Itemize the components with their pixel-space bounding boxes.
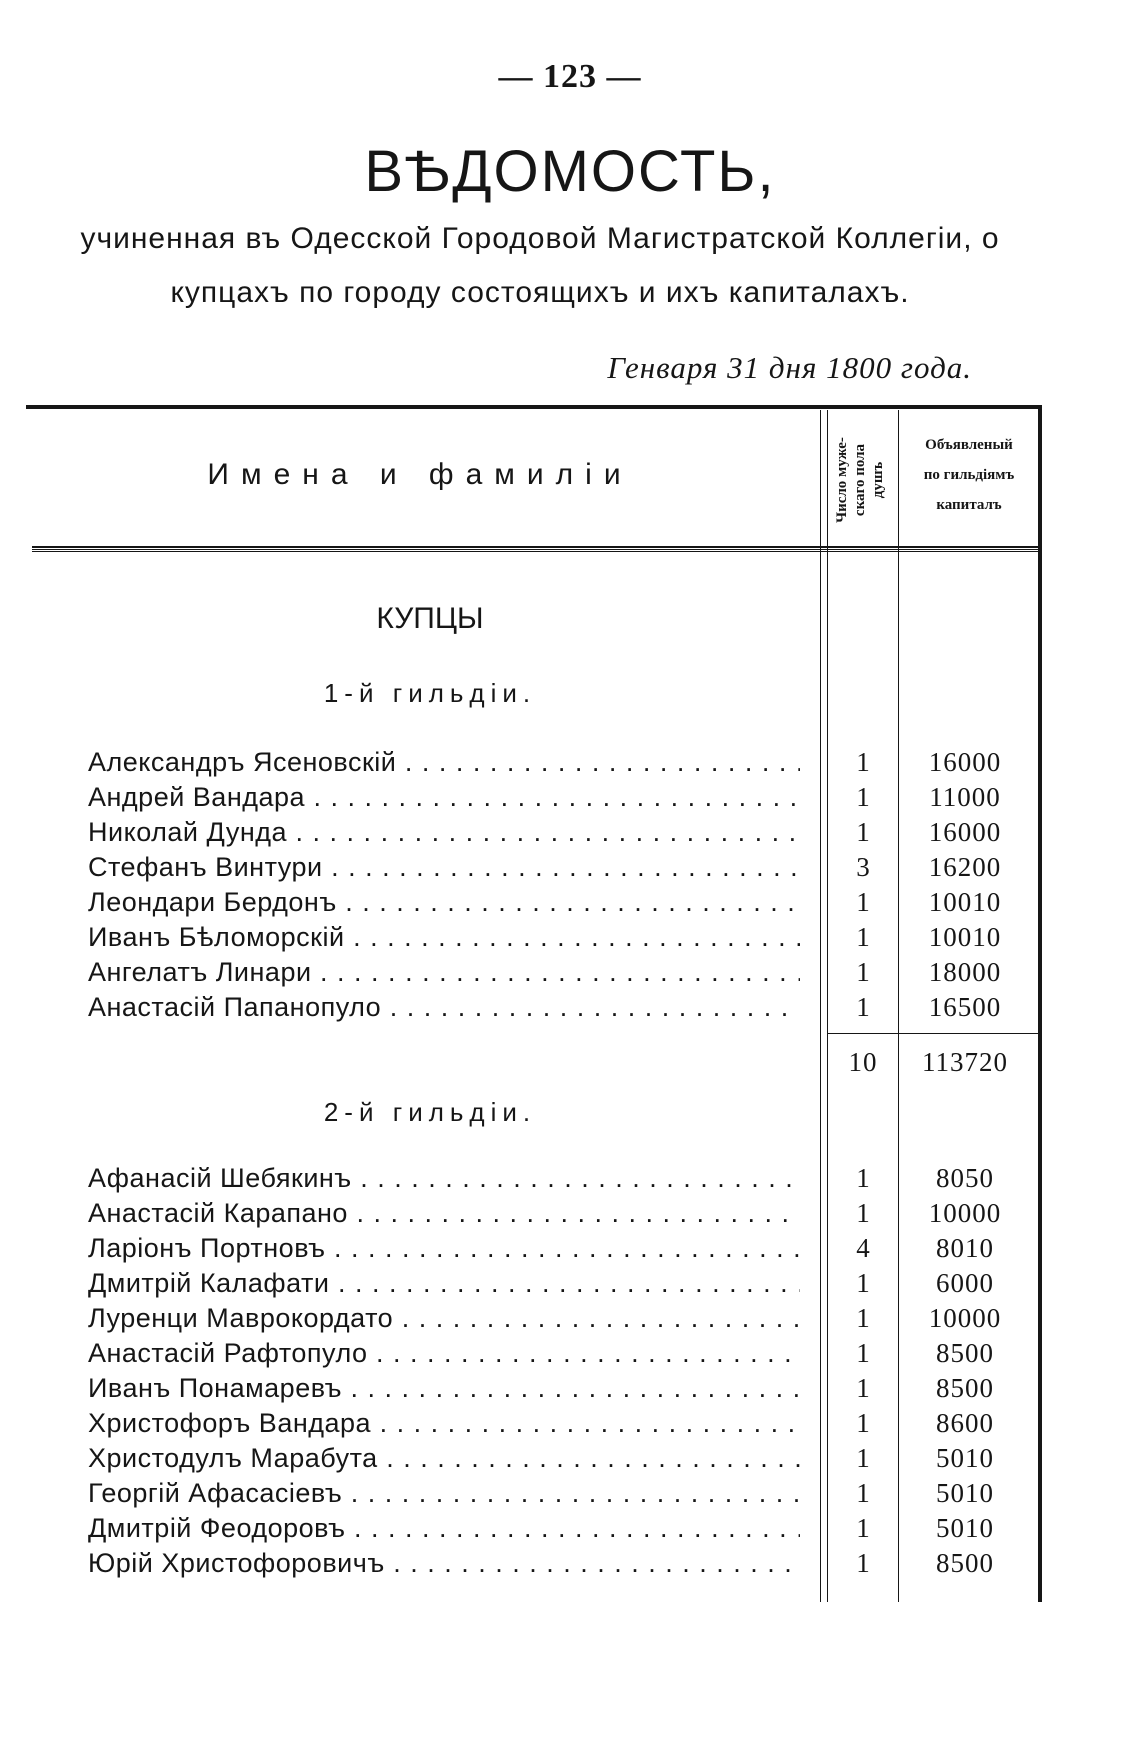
table-row [0,1478,1140,1513]
merchant-name: Ларіонъ Портновъ . . . [88,1233,800,1264]
merchant-name: Афанасій Шебякинъ . . . [88,1163,800,1194]
merchant-name: Христофоръ Вандара . . . [88,1408,800,1439]
merchant-name: Юрій Христофоровичъ . . . [88,1548,800,1579]
table-row [0,817,1140,852]
table-row [0,1443,1140,1478]
capital-amount: 8050 [936,1163,994,1193]
table-row [0,922,1140,957]
souls-count: 1 [856,747,870,777]
souls-count: 1 [856,922,870,952]
merchant-name: Дмитрій Калафати . . . [88,1268,800,1299]
merchant-name: Ангелатъ Линари . . . [88,957,800,988]
merchant-name: Леондари Бердонъ . . . [88,887,800,918]
merchant-name: Анастасій Карапано . . . [88,1198,800,1229]
table-row [0,1198,1140,1233]
souls-count: 1 [856,1163,870,1193]
header-rule [32,546,1038,550]
capital-amount: 8500 [936,1548,994,1578]
merchant-name: Луренци Маврокордато . . . [88,1303,800,1334]
souls-count: 1 [856,1513,870,1543]
header-capital-line-1: Объявленый [925,437,1013,453]
header-capital-line-3: капиталъ [936,497,1002,513]
capital-amount: 6000 [936,1268,994,1298]
merchant-name: Анастасій Рафтопуло . . . [88,1338,800,1369]
header-names: Имена и фамиліи [207,458,633,491]
table-row [0,1338,1140,1373]
merchant-name: Николай Дунда . . . [88,817,800,848]
souls-count: 1 [856,887,870,917]
header-capital-line-2: по гильдіямъ [923,467,1015,483]
table-row [0,852,1140,887]
souls-count: 1 [856,992,870,1022]
souls-count: 1 [856,1303,870,1333]
table-top-border [26,405,1042,409]
merchant-name: Александръ Ясеновскій . . . [88,747,800,778]
souls-count: 1 [856,1373,870,1403]
merchant-name: Георгій Афасасіевъ . . . [88,1478,800,1509]
table-row [0,1163,1140,1198]
capital-amount: 8500 [936,1338,994,1368]
subtitle-line-1: учиненная въ Одесской Городовой Магистратской Коллегіи, о [80,222,1000,255]
merchant-name: Стефанъ Винтури . . . [88,852,800,883]
capital-amount: 16000 [928,747,1002,777]
souls-count: 1 [856,782,870,812]
merchant-name: Иванъ Бѣломорскій . . . [88,922,800,953]
souls-count: 4 [856,1233,870,1263]
capital-amount: 8600 [936,1408,994,1438]
souls-count: 1 [856,1443,870,1473]
section-title: КУПЦЫ [376,602,484,635]
capital-amount: 5010 [936,1513,994,1543]
capital-amount: 16500 [928,992,1002,1022]
souls-count: 1 [856,817,870,847]
souls-count: 1 [856,1548,870,1578]
table-row [0,782,1140,817]
capital-amount: 5010 [936,1443,994,1473]
merchant-name: Андрей Вандара . . . [88,782,800,813]
table-row [0,887,1140,922]
capital-amount: 10000 [928,1198,1002,1228]
table-row [0,992,1140,1027]
merchant-name: Иванъ Понамаревъ . . . [88,1373,800,1404]
souls-count: 1 [856,1198,870,1228]
guild1-rows [0,747,1140,1027]
souls-count: 1 [856,1338,870,1368]
souls-count: 1 [856,1408,870,1438]
table-row [0,957,1140,992]
table-row [0,1373,1140,1408]
capital-amount: 16000 [928,817,1002,847]
capital-amount: 5010 [936,1478,994,1508]
table-row [0,747,1140,782]
souls-count: 1 [856,1268,870,1298]
capital-amount: 16200 [928,852,1002,882]
merchant-name: Дмитрій Феодоровъ . . . [88,1513,800,1544]
capital-amount: 11000 [929,782,1001,812]
table-row [0,1408,1140,1443]
table-row [0,1513,1140,1548]
table-row [0,1233,1140,1268]
table-row [0,1548,1140,1583]
guild1-total-souls: 10 [848,1047,878,1077]
guild2-rows [0,1163,1140,1583]
merchant-name: Анастасій Папанопуло . . . [88,992,800,1023]
souls-count: 3 [856,852,870,882]
capital-amount: 8500 [936,1373,994,1403]
table-row [0,1303,1140,1338]
header-souls-text: Число муже- скаго пола душъ [834,437,887,523]
guild2-title: 2-й гильдіи. [323,1097,537,1127]
guild1-total-capital: 113720 [922,1047,1008,1077]
guild1-title: 1-й гильдіи. [323,678,537,708]
capital-amount: 10010 [928,922,1002,952]
guild1-total-rule [827,1033,1038,1034]
capital-amount: 8010 [936,1233,994,1263]
capital-amount: 10000 [928,1303,1002,1333]
souls-count: 1 [856,1478,870,1508]
header-souls [823,415,897,545]
document-date: Генваря 31 дня 1800 года. [607,350,972,385]
merchant-name: Христодулъ Марабута . . . [88,1443,800,1474]
document-title: ВѢДОМОСТЬ, [364,139,776,204]
souls-count: 1 [856,957,870,987]
header-capital [900,430,1038,520]
subtitle-line-2: купцахъ по городу состоящихъ и ихъ капиталахъ. [170,276,910,309]
page-number: — 123 — [498,58,642,95]
capital-amount: 18000 [928,957,1002,987]
capital-amount: 10010 [928,887,1002,917]
table-row [0,1268,1140,1303]
header-rule-secondary [32,551,1038,552]
